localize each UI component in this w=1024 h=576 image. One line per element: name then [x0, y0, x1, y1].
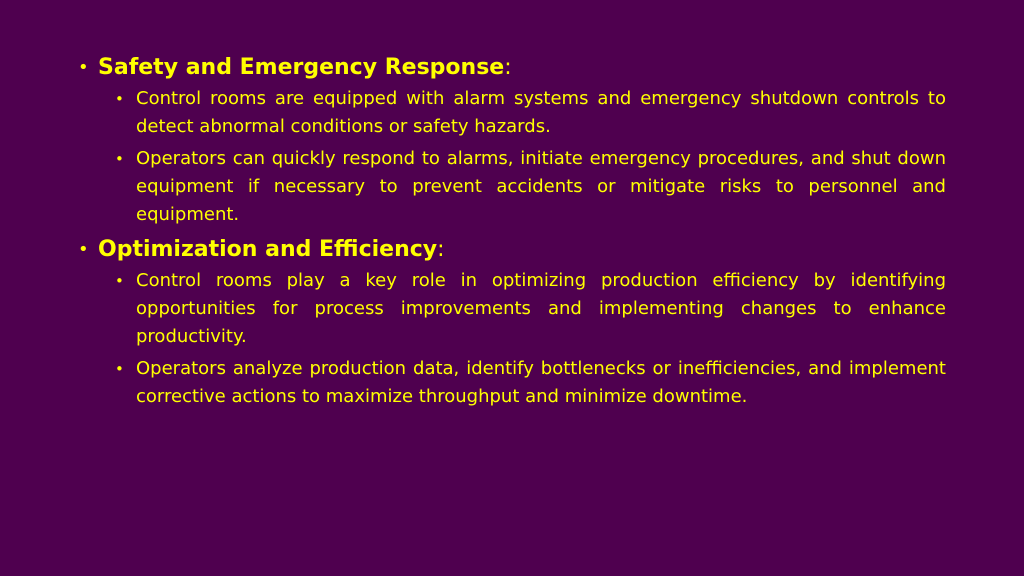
- section-colon: :: [437, 237, 445, 262]
- section-heading: [78, 235, 946, 265]
- list-item: [115, 145, 946, 229]
- bullet-list: [78, 85, 946, 229]
- section-title: Optimization and Efficiency: [98, 237, 438, 262]
- bullet-icon: •: [115, 272, 124, 290]
- list-item-text: Operators can quickly respond to alarms, initiate emergency procedures, and shut down equipment if necessary to prevent accidents or mitigate risks to personnel and equipment.: [136, 148, 946, 225]
- list-item-text: Control rooms play a key role in optimizing production efficiency by identifying opportunities for process improvements and implementing changes to enhance productivity.: [136, 270, 946, 347]
- section-safety: [78, 53, 946, 229]
- section-title: Safety and Emergency Response: [98, 55, 505, 80]
- bullet-icon: •: [115, 150, 124, 168]
- section-colon: :: [504, 55, 512, 80]
- list-item: [115, 85, 946, 141]
- section-optimization: [78, 235, 946, 411]
- bullet-list: [78, 267, 946, 411]
- list-item-text: Operators analyze production data, identify bottlenecks or inefficiencies, and implement corrective actions to maximize throughput and minimize downtime.: [136, 358, 946, 407]
- section-heading: [78, 53, 946, 83]
- list-item: [115, 355, 946, 411]
- bullet-icon: •: [115, 360, 124, 378]
- bullet-icon: •: [115, 90, 124, 108]
- bullet-icon: •: [78, 239, 89, 260]
- list-item: [115, 267, 946, 351]
- bullet-icon: •: [78, 57, 89, 78]
- list-item-text: Control rooms are equipped with alarm systems and emergency shutdown controls to detect abnormal conditions or safety hazards.: [136, 88, 946, 137]
